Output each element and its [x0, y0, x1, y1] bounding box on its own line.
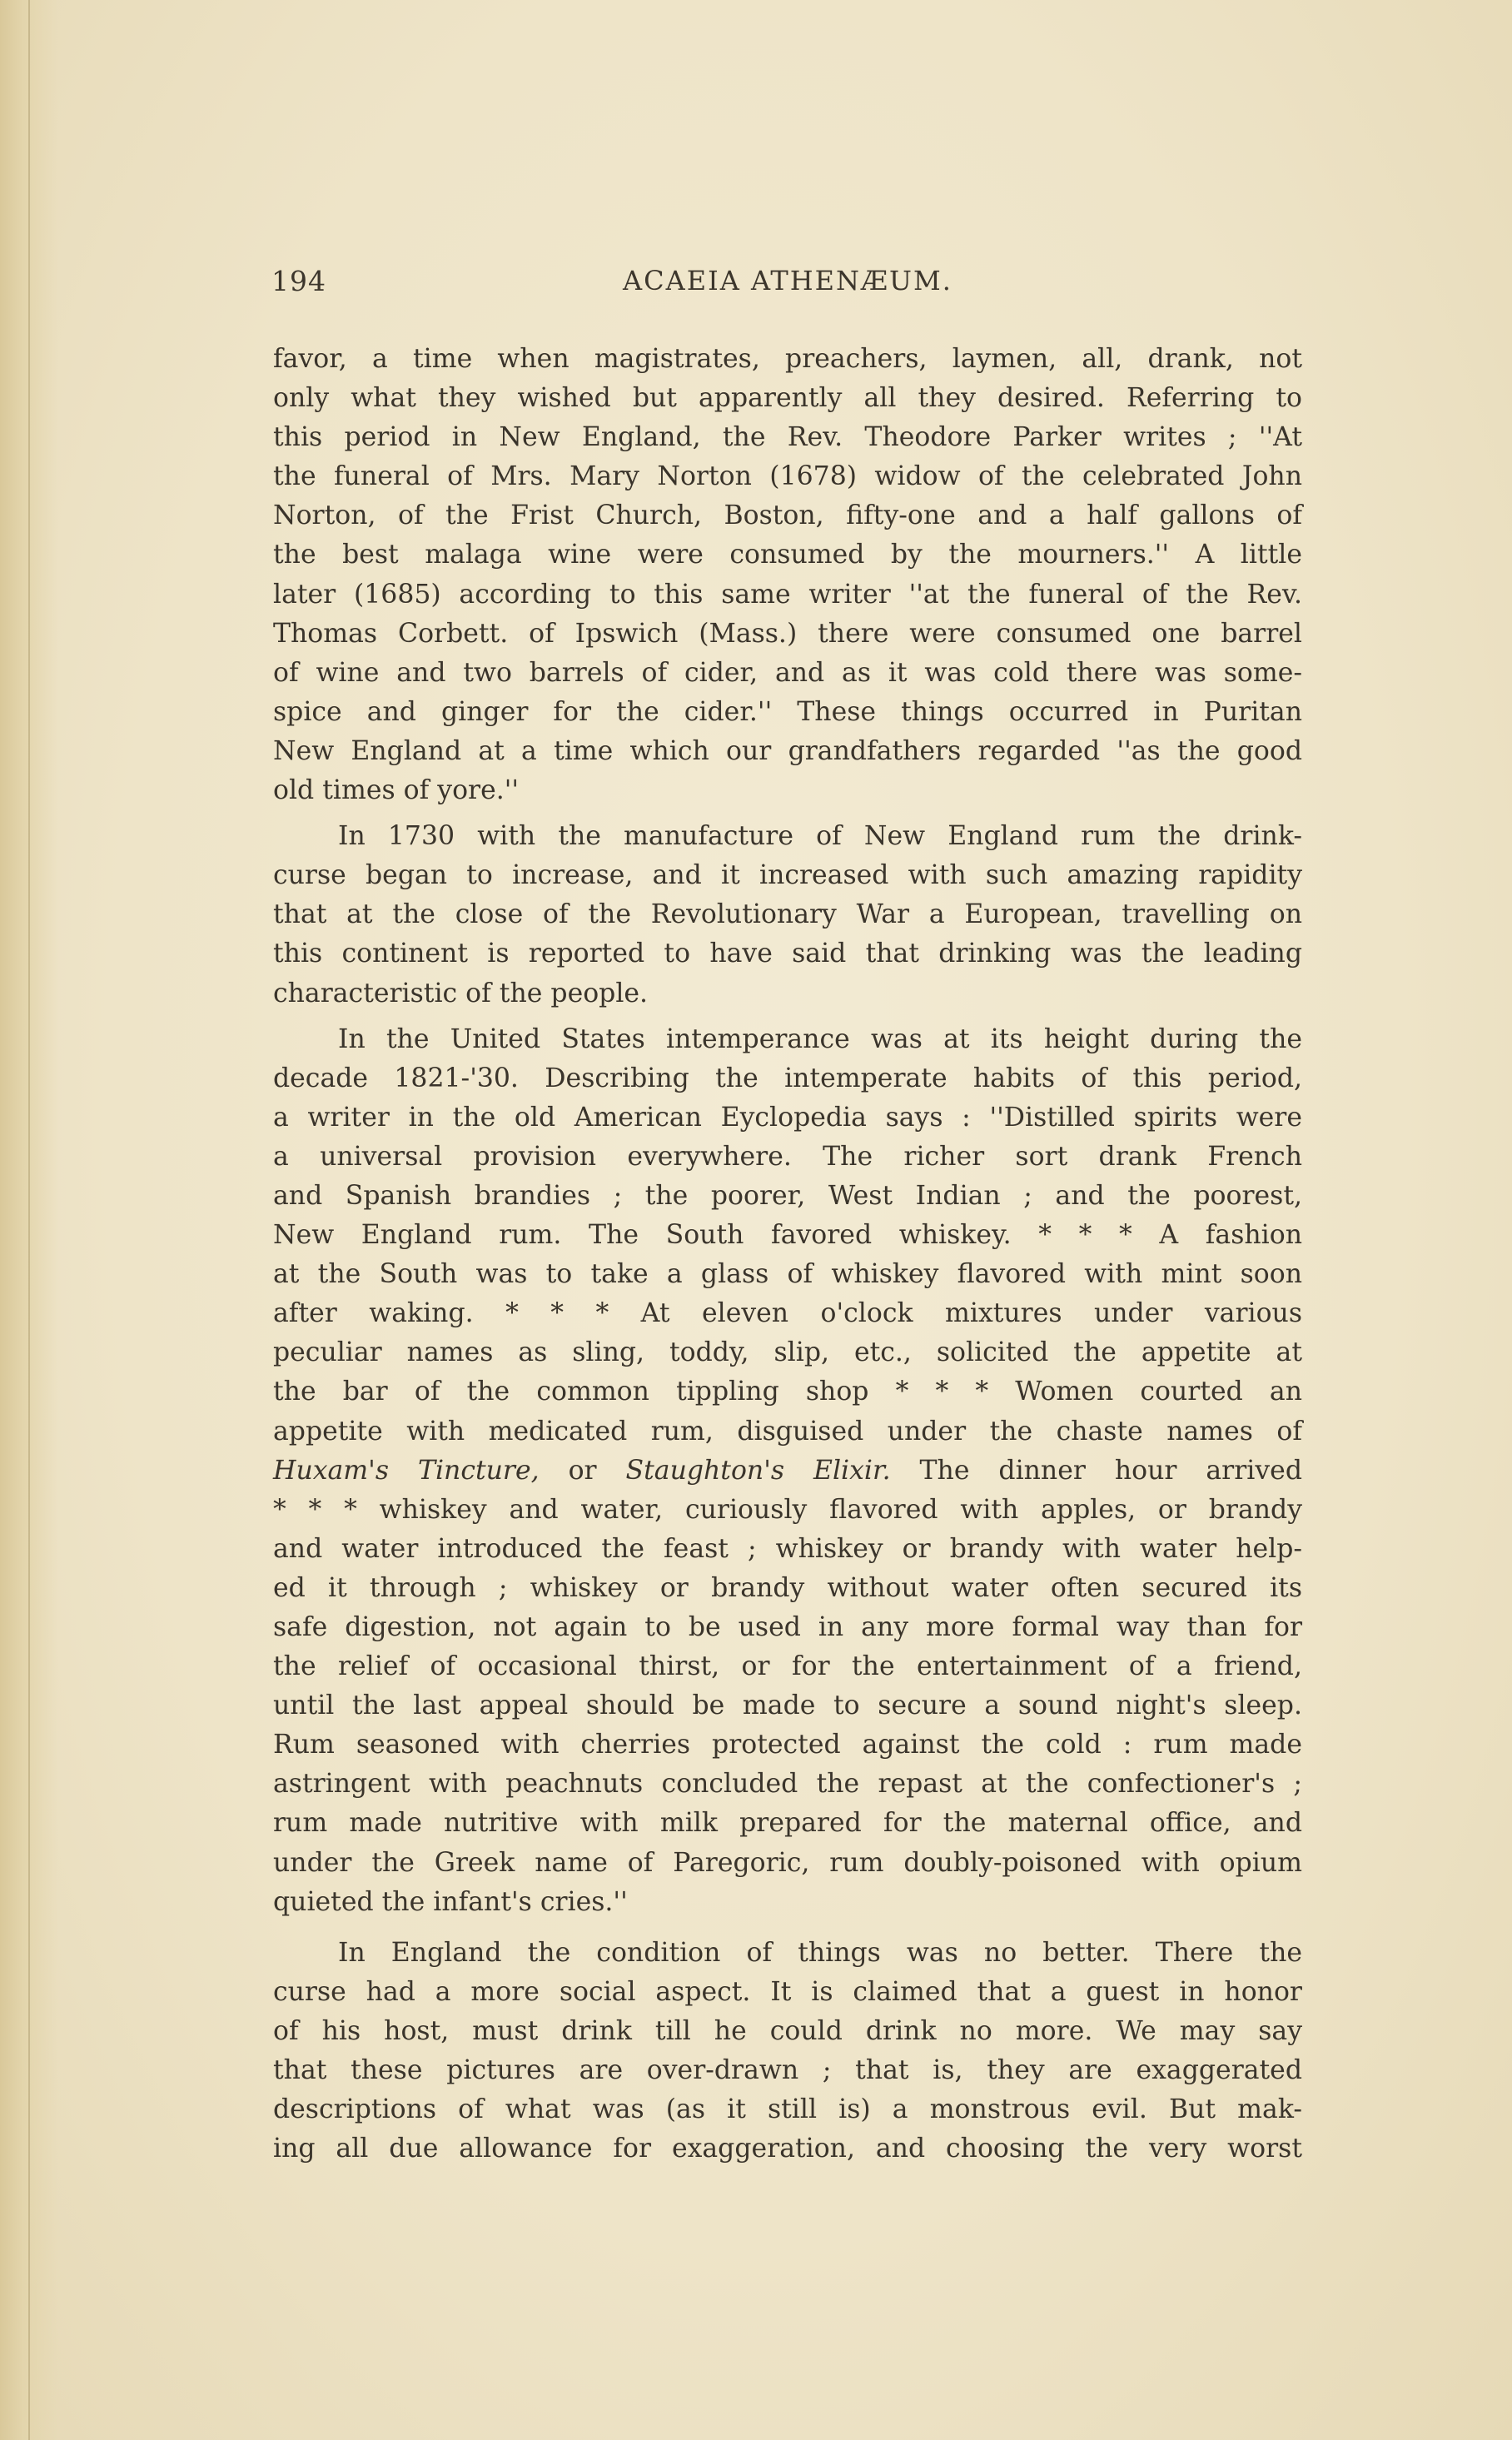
text-line: the best malaga wine were consumed by the mourners.'' A little: [273, 540, 1302, 570]
text-line: New England at a time which our grandfathers regarded ''as the good: [273, 735, 1302, 766]
text-line: a writer in the old American Eyclopedia says : ''Distilled spirits were: [273, 1102, 1302, 1133]
text-line: of his host, must drink till he could drink no more. We may say: [273, 2015, 1302, 2046]
page-number: 194: [271, 265, 326, 297]
text-line: quieted the infant's cries.'': [273, 1886, 628, 1917]
text-fragment: or: [539, 1455, 626, 1486]
text-line: the relief of occasional thirst, or for the entertainment of a friend,: [273, 1651, 1302, 1682]
running-head: ACAEIA ATHENÆUM.: [623, 265, 952, 296]
text-line: In the United States intemperance was at its height during the: [338, 1023, 1302, 1054]
text-line: only what they wished but apparently all they desired. Referring to: [273, 383, 1302, 414]
text-line: New England rum. The South favored whiskey. * * * A fashion: [273, 1220, 1302, 1251]
text-fragment: The dinner hour arrived: [890, 1455, 1302, 1486]
text-line: spice and ginger for the cider.'' These things occurred in Puritan: [273, 696, 1302, 727]
text-line: descriptions of what was (as it still is) a monstrous evil. But mak-: [273, 2094, 1302, 2125]
text-line: and water introduced the feast ; whiskey or brandy with water help-: [273, 1533, 1302, 1564]
text-line: peculiar names as sling, toddy, slip, etc., solicited the appetite at: [273, 1337, 1302, 1368]
italic-title: Huxam's Tincture,: [273, 1455, 540, 1486]
text-line: Rum seasoned with cherries protected against the cold : rum made: [273, 1730, 1302, 1760]
text-line: a universal provision everywhere. The richer sort drank French: [273, 1141, 1302, 1172]
paragraph-4: [273, 1934, 1302, 2169]
text-line: until the last appeal should be made to secure a sound night's sleep.: [273, 1691, 1302, 1721]
text-line: later (1685) according to this same writer ''at the funeral of the Rev.: [273, 579, 1302, 610]
page-header: [271, 265, 1304, 306]
text-line: Norton, of the Frist Church, Boston, fifty-one and a half gallons of: [273, 500, 1302, 531]
text-line: Thomas Corbett. of Ipswich (Mass.) there were consumed one barrel: [273, 618, 1302, 649]
text-line: old times of yore.'': [273, 775, 520, 806]
body-text: [273, 340, 1302, 2169]
text-line: that at the close of the Revolutionary War a European, travelling on: [273, 899, 1302, 930]
text-line: ed it through ; whiskey or brandy without water often secured its: [273, 1572, 1302, 1603]
text-line: favor, a time when magistrates, preachers, laymen, all, drank, not: [273, 344, 1302, 374]
text-line: that these pictures are over-drawn ; that is, they are exaggerated: [273, 2055, 1302, 2086]
text-line: and Spanish brandies ; the poorer, West Indian ; and the poorest,: [273, 1180, 1302, 1211]
text-line: the funeral of Mrs. Mary Norton (1678) widow of the celebrated John: [273, 461, 1302, 492]
text-line: safe digestion, not again to be used in any more formal way than for: [273, 1612, 1302, 1642]
text-line: curse had a more social aspect. It is claimed that a guest in honor: [273, 1976, 1302, 2007]
text-line: astringent with peachnuts concluded the repast at the confectioner's ;: [273, 1769, 1302, 1800]
text-line: this continent is reported to have said that drinking was the leading: [273, 939, 1302, 969]
binding-line: [28, 0, 30, 2440]
text-line: ing all due allowance for exaggeration, and choosing the very worst: [273, 2134, 1302, 2164]
text-line: of wine and two barrels of cider, and as it was cold there was some-: [273, 657, 1302, 688]
text-line: characteristic of the people.: [273, 978, 649, 1008]
paragraph-3: [273, 1020, 1302, 1922]
text-line-italic-titles: [273, 1452, 1302, 1491]
paragraph-2: [273, 817, 1302, 1013]
text-line: In 1730 with the manufacture of New England rum the drink-: [338, 821, 1302, 852]
text-line: this period in New England, the Rev. Theodore Parker writes ; ''At: [273, 422, 1302, 453]
text-line: the bar of the common tippling shop * * * Women courted an: [273, 1377, 1302, 1407]
paragraph-1: [273, 340, 1302, 810]
text-line: * * * whiskey and water, curiously flavored with apples, or brandy: [273, 1494, 1302, 1525]
italic-title: Staughton's Elixir.: [625, 1455, 891, 1486]
text-line: In England the condition of things was no better. There the: [338, 1937, 1302, 1968]
text-line: curse began to increase, and it increased with such amazing rapidity: [273, 860, 1302, 891]
text-line: at the South was to take a glass of whiskey flavored with mint soon: [273, 1259, 1302, 1290]
text-line: decade 1821-'30. Describing the intemperate habits of this period,: [273, 1063, 1302, 1093]
text-line: appetite with medicated rum, disguised under the chaste names of: [273, 1416, 1302, 1447]
text-line: under the Greek name of Paregoric, rum doubly-poisoned with opium: [273, 1847, 1302, 1878]
text-line: after waking. * * * At eleven o'clock mixtures under various: [273, 1298, 1302, 1329]
text-line: rum made nutritive with milk prepared for the maternal office, and: [273, 1808, 1302, 1839]
